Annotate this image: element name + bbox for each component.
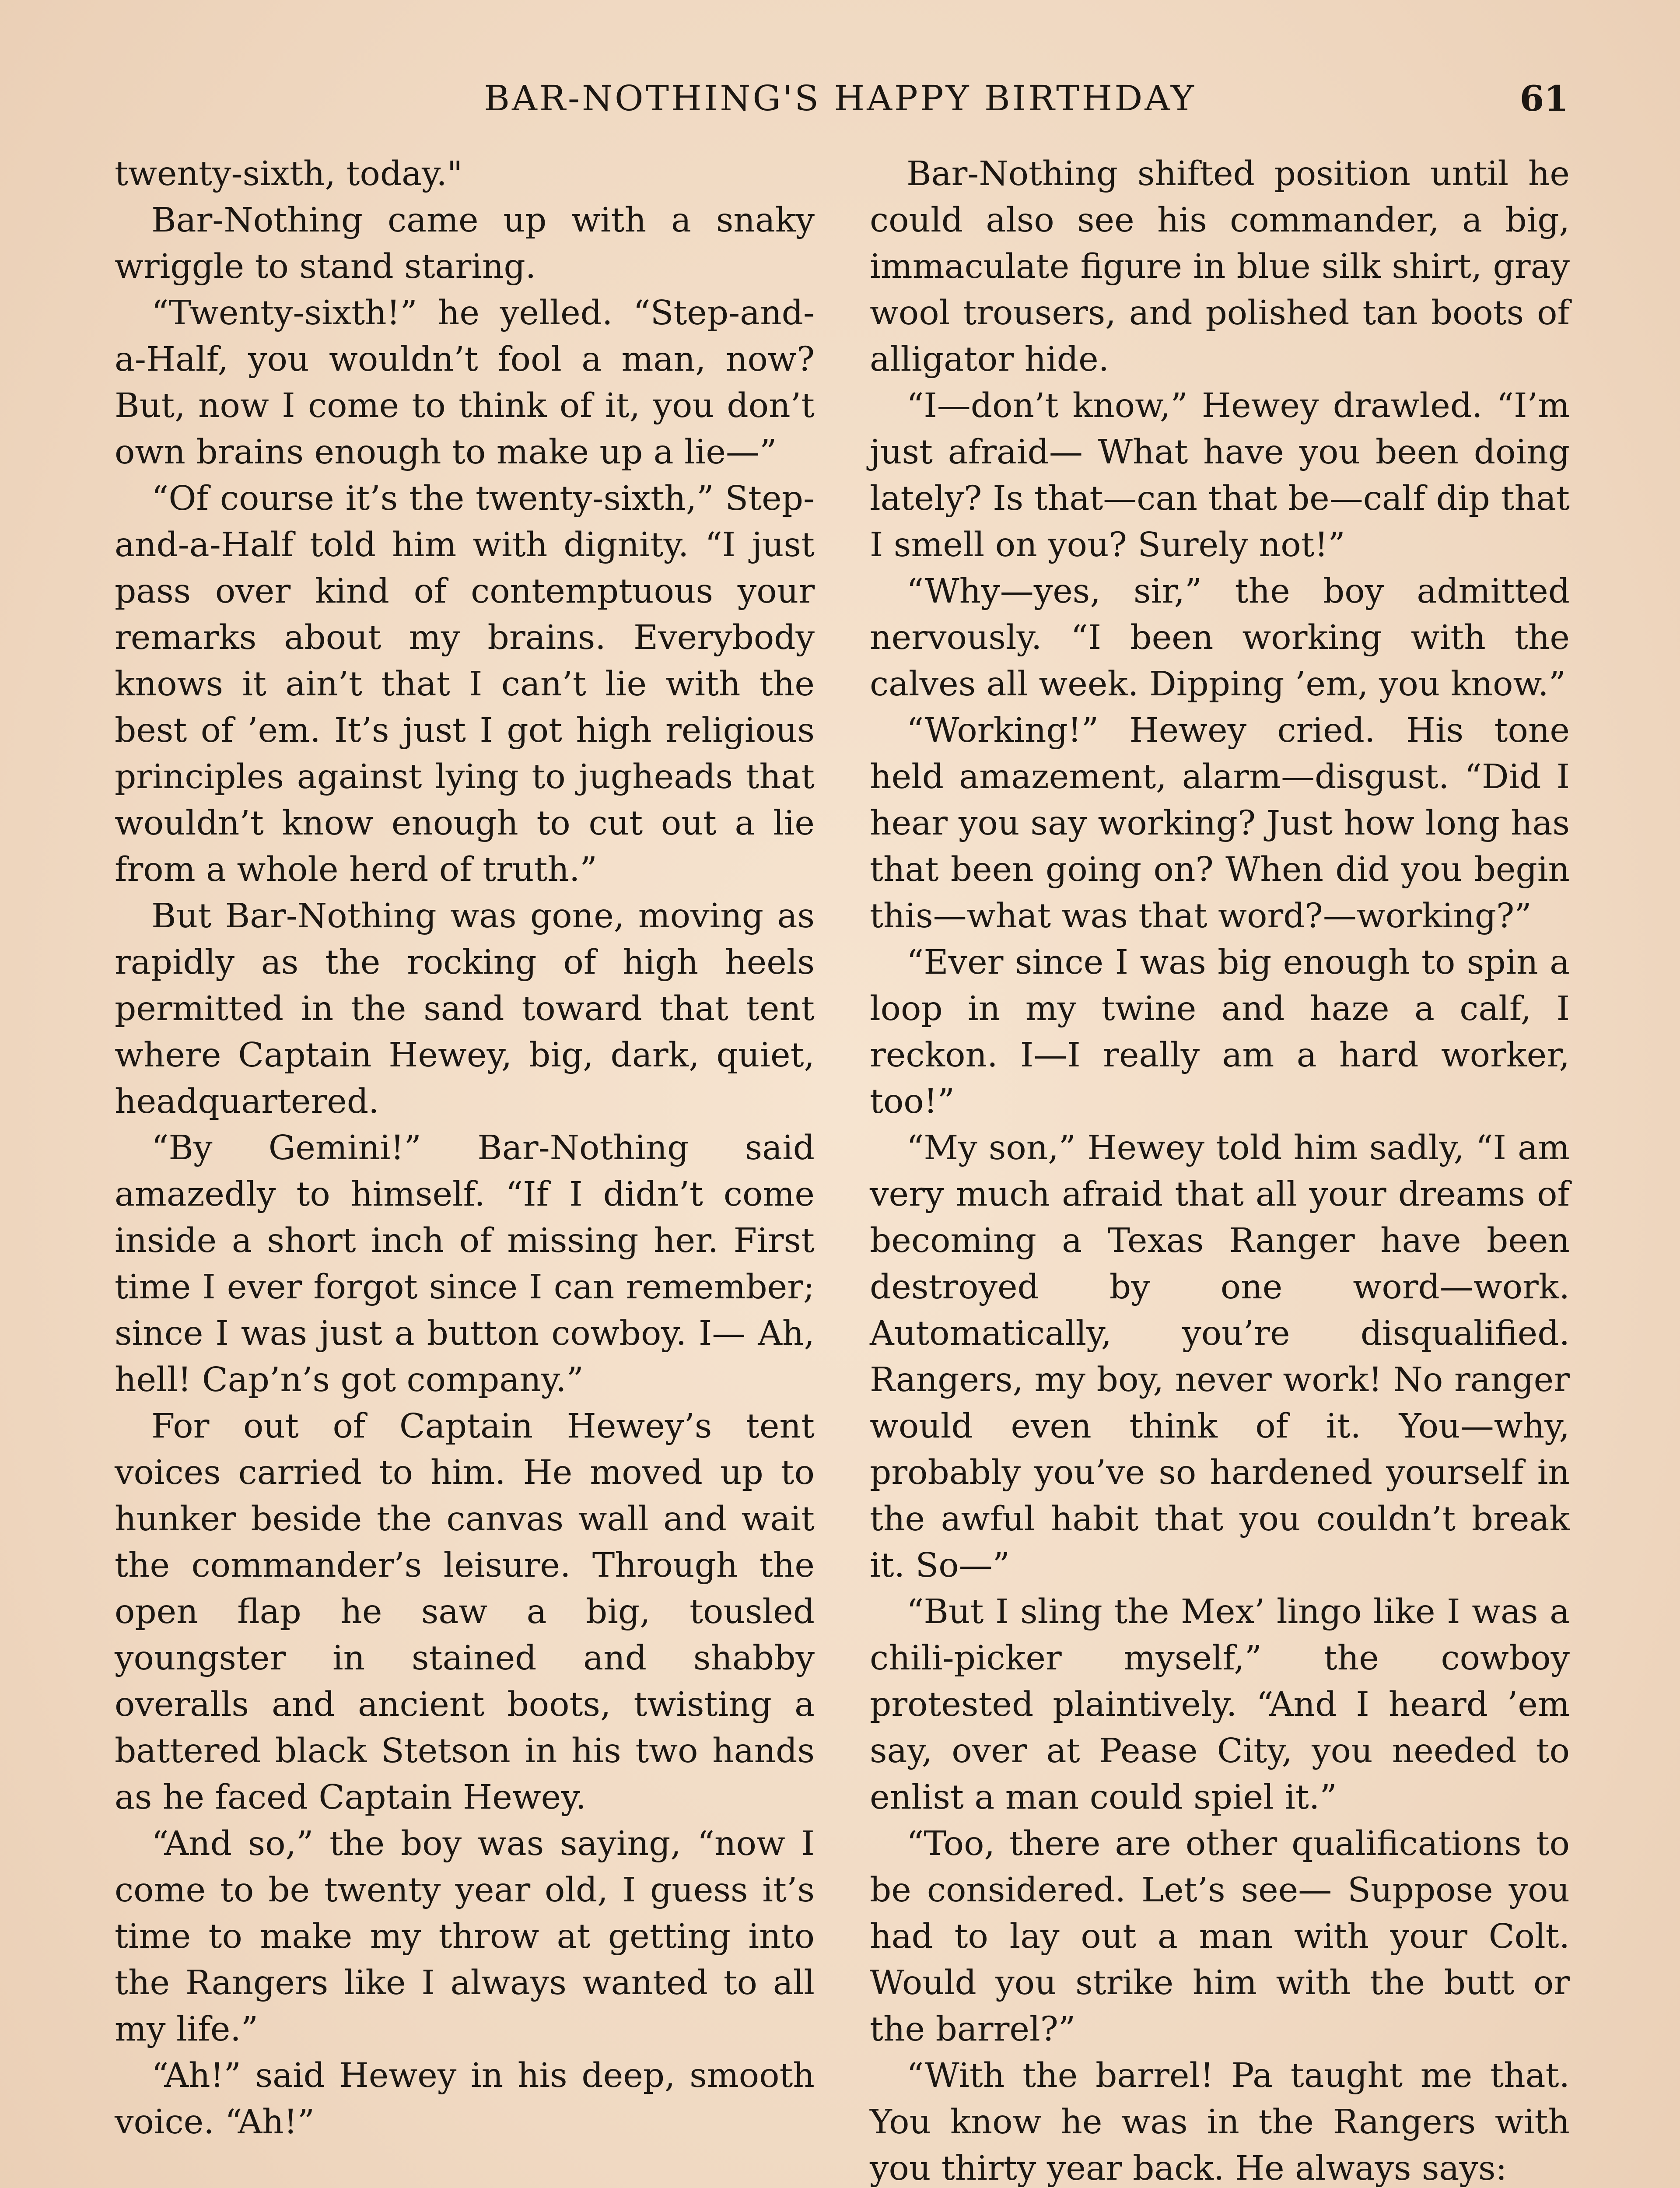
paragraph: “Too, there are other qualifications to be considered. Let’s see— Suppose you had to lay out a man with your Colt. Would you strike him with the butt or the barrel?” bbox=[870, 1824, 1570, 2049]
paragraph: “Working!” Hewey cried. His tone held amazement, alarm—disgust. “Did I hear you say working? Just how long has that been going on? When did you begin this—what was that word?—working?” bbox=[870, 711, 1570, 936]
paragraph: Bar-Nothing shifted position until he could also see his commander, a big, immaculate figure in blue silk shirt, gray wool trousers, and polished tan boots of alligator hide. bbox=[870, 154, 1570, 379]
paragraph: “Ah!” said Hewey in his deep, smooth voice. “Ah!” bbox=[115, 2056, 815, 2142]
paragraph: But Bar-Nothing was gone, moving as rapidly as the rocking of high heels permitted in the sand toward that tent where Captain Hewey, big, dark, quiet, headquartered. bbox=[115, 897, 815, 1121]
paragraph: Bar-Nothing came up with a snaky wriggle to stand staring. bbox=[115, 201, 815, 286]
paragraph: “Twenty-sixth!” he yelled. “Step-and-a-Half, you wouldn’t fool a man, now? But, now I come to think of it, you don’t own brains enough to make up a lie—” bbox=[115, 294, 815, 472]
paragraph: “I—don’t know,” Hewey drawled. “I’m just afraid— What have you been doing lately? Is that—can that be—calf dip that I smell on you? Surely not!” bbox=[870, 386, 1570, 565]
paragraph: twenty-sixth, today." bbox=[115, 154, 463, 193]
paragraph: For out of Captain Hewey’s tent voices carried to him. He moved up to hunker beside the canvas wall and wait the commander’s leisure. Through the open flap he saw a big, tousled youngster in stained and shabby overalls and ancient boots, twisting a battered black Stetson in his two hands as he faced Captain Hewey. bbox=[115, 1407, 815, 1817]
running-title: BAR-NOTHING'S HAPPY BIRTHDAY bbox=[484, 78, 1196, 119]
paragraph: “My son,” Hewey told him sadly, “I am very much afraid that all your dreams of becoming a Texas Ranger have been destroyed by one word—work. Automatically, you’re disqualified. Rangers, my boy, never work! No ranger would even think of it. You—why, probably you’ve so hardened yourself in the awful habit that you couldn’t break it. So—” bbox=[870, 1129, 1570, 1585]
page-header bbox=[112, 74, 1568, 123]
page-number: 61 bbox=[1519, 78, 1568, 119]
paragraph: “Ever since I was big enough to spin a loop in my twine and haze a calf, I reckon. I—I really am a hard worker, too!” bbox=[870, 943, 1570, 1121]
paragraph: “And so,” the boy was saying, “now I come to be twenty year old, I guess it’s time to make my throw at getting into the Rangers like I always wanted to all my life.” bbox=[115, 1824, 815, 2049]
left-column bbox=[115, 151, 815, 2188]
paragraph: “By Gemini!” Bar-Nothing said amazedly to himself. “If I didn’t come inside a short inch of missing her. First time I ever forgot since I can remember; since I was just a button cowboy. I— Ah, hell! Cap’n’s got company.” bbox=[115, 1129, 815, 1399]
paragraph: “Of course it’s the twenty-sixth,” Step-and-a-Half told him with dignity. “I just pass over kind of contemptuous your remarks about my brains. Everybody knows it ain’t that I can’t lie with the best of ’em. It’s just I got high religious principles against lying to jugheads that wouldn’t know enough to cut out a lie from a whole herd of truth.” bbox=[115, 479, 815, 889]
paragraph: “Why—yes, sir,” the boy admitted nervously. “I been working with the calves all week. Dipping ’em, you know.” bbox=[870, 572, 1570, 704]
text-columns bbox=[115, 151, 1570, 2188]
right-column bbox=[870, 151, 1570, 2188]
paragraph: “With the barrel! Pa taught me that. You know he was in the Rangers with you thirty year back. He always says: bbox=[870, 2056, 1570, 2188]
paragraph: “But I sling the Mex’ lingo like I was a chili-picker myself,” the cowboy protested plaintively. “And I heard ’em say, over at Pease City, you needed to enlist a man could spiel it.” bbox=[870, 1592, 1570, 1817]
